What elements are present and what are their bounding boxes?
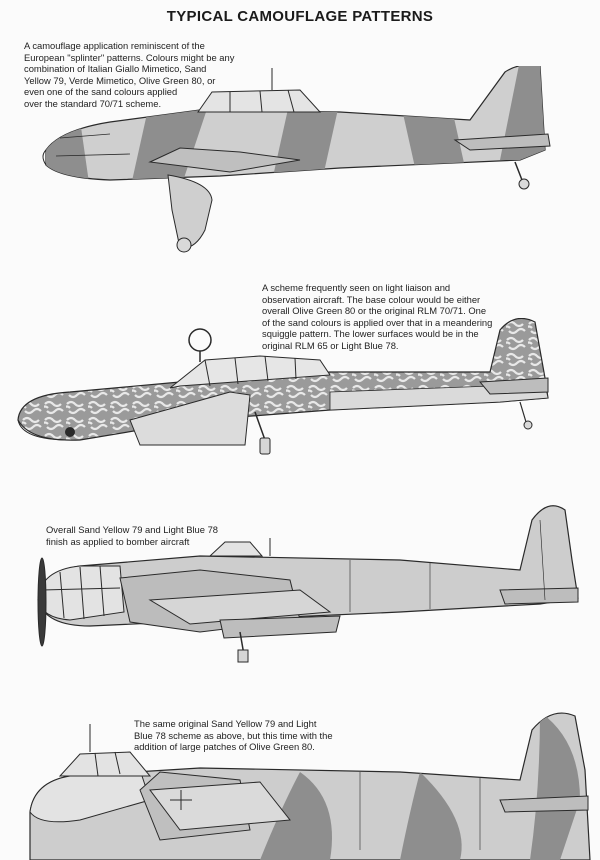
- caption-line: of the sand colours is applied over that in a meandering: [262, 316, 493, 328]
- page-title: TYPICAL CAMOUFLAGE PATTERNS: [166, 8, 434, 25]
- caption-line: The same original Sand Yellow 79 and Light: [134, 718, 317, 729]
- caption-line: overall Olive Green 80 or the original RLM 70/71. One: [262, 305, 487, 317]
- bomber-aircraft-icon: [0, 500, 600, 670]
- caption-line: A scheme frequently seen on light liaison and: [262, 282, 451, 293]
- caption-line: Yellow 79, Verde Mimetico, Olive Green 80, or: [24, 74, 216, 86]
- caption-line: European "splinter" patterns. Colours might be any: [24, 51, 235, 63]
- caption-line: squiggle pattern. The lower surfaces would be in the: [262, 328, 479, 340]
- caption-line: Overall Sand Yellow 79 and Light Blue 78: [46, 524, 218, 535]
- caption-line: combination of Italian Giallo Mimetico, Sand: [24, 63, 207, 75]
- caption-line: finish as applied to bomber aircraft: [46, 535, 190, 547]
- dive-bomber-icon: [0, 66, 600, 266]
- caption-line: original RLM 65 or Light Blue 78.: [262, 339, 399, 351]
- caption-line: over the standard 70/71 scheme.: [24, 97, 162, 109]
- caption-line: addition of large patches of Olive Green 80.: [134, 741, 315, 753]
- caption-line: observation aircraft. The base colour would be either: [262, 293, 481, 305]
- liaison-aircraft-icon: [0, 318, 600, 478]
- caption-line: Blue 78 scheme as above, but this time with the: [134, 729, 333, 741]
- caption-line: even one of the sand colours applied: [24, 86, 178, 98]
- caption-line: A camouflage application reminiscent of the: [24, 40, 205, 51]
- twin-engine-bomber-icon: [0, 700, 600, 860]
